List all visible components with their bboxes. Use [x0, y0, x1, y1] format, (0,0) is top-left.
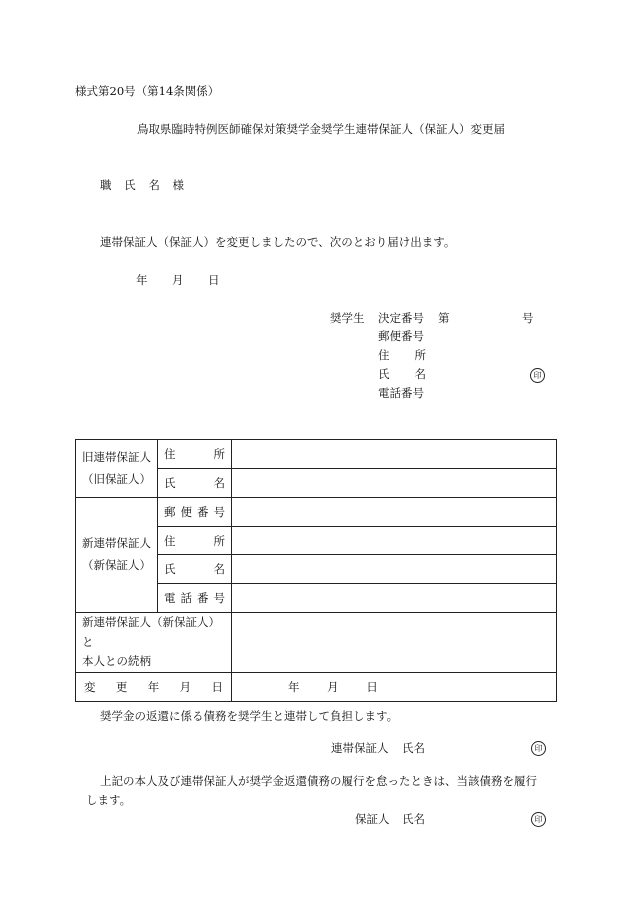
seal-icon: 印 [531, 741, 546, 756]
new-guarantor-label: 新連帯保証人 [82, 536, 151, 551]
pledge-joint-text: 奨学金の返還に係る債務を奨学生と連帯して負担します。 [100, 709, 399, 723]
addressee-char: 名 [148, 178, 160, 192]
label-char: 日 [211, 679, 223, 694]
label-char: 住 [164, 447, 176, 461]
old-guarantor-sublabel: （旧保証人） [82, 471, 151, 486]
seal-icon: 印 [531, 812, 546, 827]
applicant-address-label [378, 350, 426, 362]
date-year: 年 [136, 273, 148, 287]
relationship-field[interactable] [232, 613, 557, 673]
page-title: 鳥取県臨時特例医師確保対策奨学金奨学生連帯保証人（保証人）変更届 [137, 122, 505, 136]
guarantor-change-table [75, 439, 557, 702]
label-char: 番 [197, 505, 209, 519]
decision-number-label: 決定番号 [378, 311, 424, 325]
addressee [100, 180, 184, 192]
change-date-month: 月 [327, 679, 339, 694]
change-date-day: 日 [366, 679, 378, 694]
joint-guarantor-label: 連帯保証人 [331, 741, 389, 755]
label-char: 氏 [378, 367, 390, 381]
guarantor-name-label: 氏名 [402, 812, 425, 826]
label-char: 所 [414, 348, 426, 362]
pledge-guarantor-text-line2: します。 [86, 793, 132, 807]
old-name-field[interactable] [232, 469, 557, 498]
applicant-name-label [378, 369, 426, 381]
date-day: 日 [208, 273, 220, 287]
new-phone-field[interactable] [232, 584, 557, 613]
new-guarantor-cell [76, 498, 158, 613]
label-char: 電 [164, 591, 176, 605]
applicant-postal-label: 郵便番号 [378, 329, 424, 343]
joint-guarantor-name-label: 氏名 [402, 741, 425, 755]
label-char: 郵 [164, 505, 176, 519]
label-char: 所 [213, 447, 225, 461]
label-char: 月 [179, 679, 192, 694]
guarantor-label: 保証人 [355, 812, 390, 826]
decision-number-prefix: 第 [438, 311, 450, 325]
new-name-field[interactable] [232, 555, 557, 584]
label-char: 番 [197, 591, 209, 605]
label-char: 名 [213, 476, 225, 490]
decision-number-suffix: 号 [522, 311, 534, 325]
label-char: 住 [378, 348, 390, 362]
label-char: 号 [213, 591, 225, 605]
label-char: 話 [180, 591, 192, 605]
new-postal-label [158, 498, 232, 527]
change-date-label-cell [76, 672, 232, 701]
label-char: 号 [213, 505, 225, 519]
old-guarantor-label: 旧連帯保証人 [82, 449, 151, 464]
seal-icon: 印 [530, 368, 545, 383]
label-char: 名 [213, 562, 225, 576]
new-guarantor-sublabel: （新保証人） [82, 558, 151, 572]
old-guarantor-cell [76, 440, 158, 498]
old-address-field[interactable] [232, 440, 557, 469]
label-char: 変 [84, 679, 96, 694]
label-char: 氏 [164, 562, 176, 576]
form-number: 様式第20号（第14条関係） [75, 84, 220, 98]
new-name-label [158, 555, 232, 584]
applicant-phone-label: 電話番号 [378, 386, 424, 400]
pledge-guarantor-text-line1: 上記の本人及び連帯保証人が奨学金返還債務の履行を怠ったときは、当該債務を履行 [100, 774, 537, 788]
old-name-label [158, 469, 232, 498]
new-postal-field[interactable] [232, 498, 557, 527]
relationship-label-line2: 本人との続柄 [82, 654, 151, 669]
label-char: 名 [414, 367, 426, 381]
label-char: 住 [164, 533, 176, 548]
new-phone-label [158, 584, 232, 613]
date-month: 月 [172, 273, 184, 287]
label-char: 氏 [164, 476, 176, 490]
addressee-char: 様 [172, 178, 184, 192]
relationship-label-cell [76, 613, 232, 673]
label-char: 更 [115, 679, 128, 694]
statement: 連帯保証人（保証人）を変更しましたので、次のとおり届け出ます。 [100, 235, 456, 249]
applicant-role: 奨学生 [330, 311, 365, 325]
old-address-label [158, 440, 232, 469]
label-char: 所 [213, 533, 225, 548]
label-char: 年 [147, 679, 160, 694]
addressee-char: 氏 [124, 178, 136, 192]
addressee-char: 職 [100, 178, 112, 192]
change-date-field[interactable] [232, 672, 557, 701]
new-address-field[interactable] [232, 527, 557, 555]
relationship-label-line1: 新連帯保証人（新保証人）と [82, 615, 220, 649]
label-char: 便 [180, 505, 192, 519]
new-address-label [158, 527, 232, 555]
change-date-year: 年 [288, 679, 300, 694]
